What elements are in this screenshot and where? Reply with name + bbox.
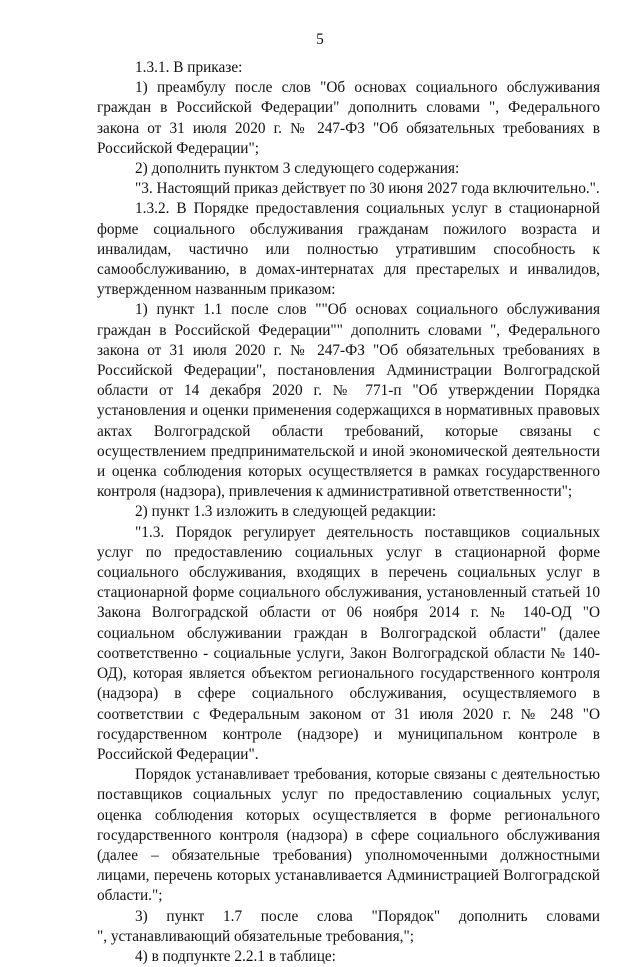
paragraph: 4) в подпункте 2.2.1 в таблице: bbox=[135, 947, 336, 965]
paragraph: ", устанавливающий обязательные требования,"; bbox=[97, 927, 414, 945]
paragraph: 1) пункт 1.1 после слов ""Об основах социального обслуживания граждан в Российской Федерации"" дополнить словами ", Федерального закона от 31 июля 2020 г. № 247-ФЗ "Об обязательных требованиях в Российской Федерации", постановления Администрации Волгоградской области от 14 декабря 2020 г. № 771-п "Об утверждении Порядка установления и оценки применения содержащихся в нормативных правовых актах Волгоградской области требований, которые связаны с осуществлением предпринимательской и иной экономической деятельности и оценка соблюдения которых осуществляется в рамках государственного контроля (надзора), привлечения к административной ответственности"; bbox=[97, 301, 600, 501]
paragraph: "3. Настоящий приказ действует по 30 июня 2027 года включительно.". bbox=[135, 180, 600, 198]
paragraph: "1.3. Порядок регулирует деятельность поставщиков социальных услуг по предоставлению социальных услуг в стационарной форме социального обслуживания, входящих в перечень социальных услуг в стационарной форме социального обслуживания, установленный статьей 10 Закона Волгоградской области от 06 ноября 2014 г. № 140-ОД "О социальном обслуживании граждан в Волгоградской области" (далее соответственно - социальные услуги, Закон Волгоградской области № 140-ОД), которая является объектом регионального государственного контроля (надзора) в сфере социального обслуживания, осуществляемого в соответствии с Федеральным законом от 31 июля 2020 г. № 248 "О государственном контроле (надзоре) и муниципальном контроле в Российской Федерации". bbox=[97, 523, 600, 763]
paragraph: 3) пункт 1.7 после слова "Порядок" дополнить словами bbox=[135, 907, 600, 925]
paragraph: 1) преамбулу после слов "Об основах социального обслуживания граждан в Российской Федерации" дополнить словами ", Федерального закона от 31 июля 2020 г. № 247-ФЗ "Об обязательных требованиях в Российской Федерации"; bbox=[97, 79, 600, 157]
paragraph: 2) дополнить пунктом 3 следующего содержания: bbox=[135, 160, 460, 178]
paragraph: 2) пункт 1.3 изложить в следующей редакции: bbox=[135, 503, 437, 521]
paragraph: 1.3.1. В приказе: bbox=[135, 59, 243, 76]
document-body bbox=[97, 58, 600, 967]
paragraph: 1.3.2. В Порядке предоставления социальных услуг в стационарной форме социального обслуживания гражданам пожилого возраста и инвалидам, частично или полностью утратившим способность к самообслуживанию, в домах-интернатах для престарелых и инвалидов, утвержденном названным приказом: bbox=[97, 200, 600, 299]
page-number: 5 bbox=[316, 31, 324, 48]
paragraph: Порядок устанавливает требования, которые связаны с деятельностью поставщиков социальных услуг по предоставлению социальных услуг, оценка соблюдения которых осуществляется в форме регионального государственного контроля (надзора) в сфере социального обслуживания (далее – обязательные требования) уполномоченными должностными лицами, перечень которых устанавливается Администрацией Волгоградской области."; bbox=[97, 766, 600, 905]
